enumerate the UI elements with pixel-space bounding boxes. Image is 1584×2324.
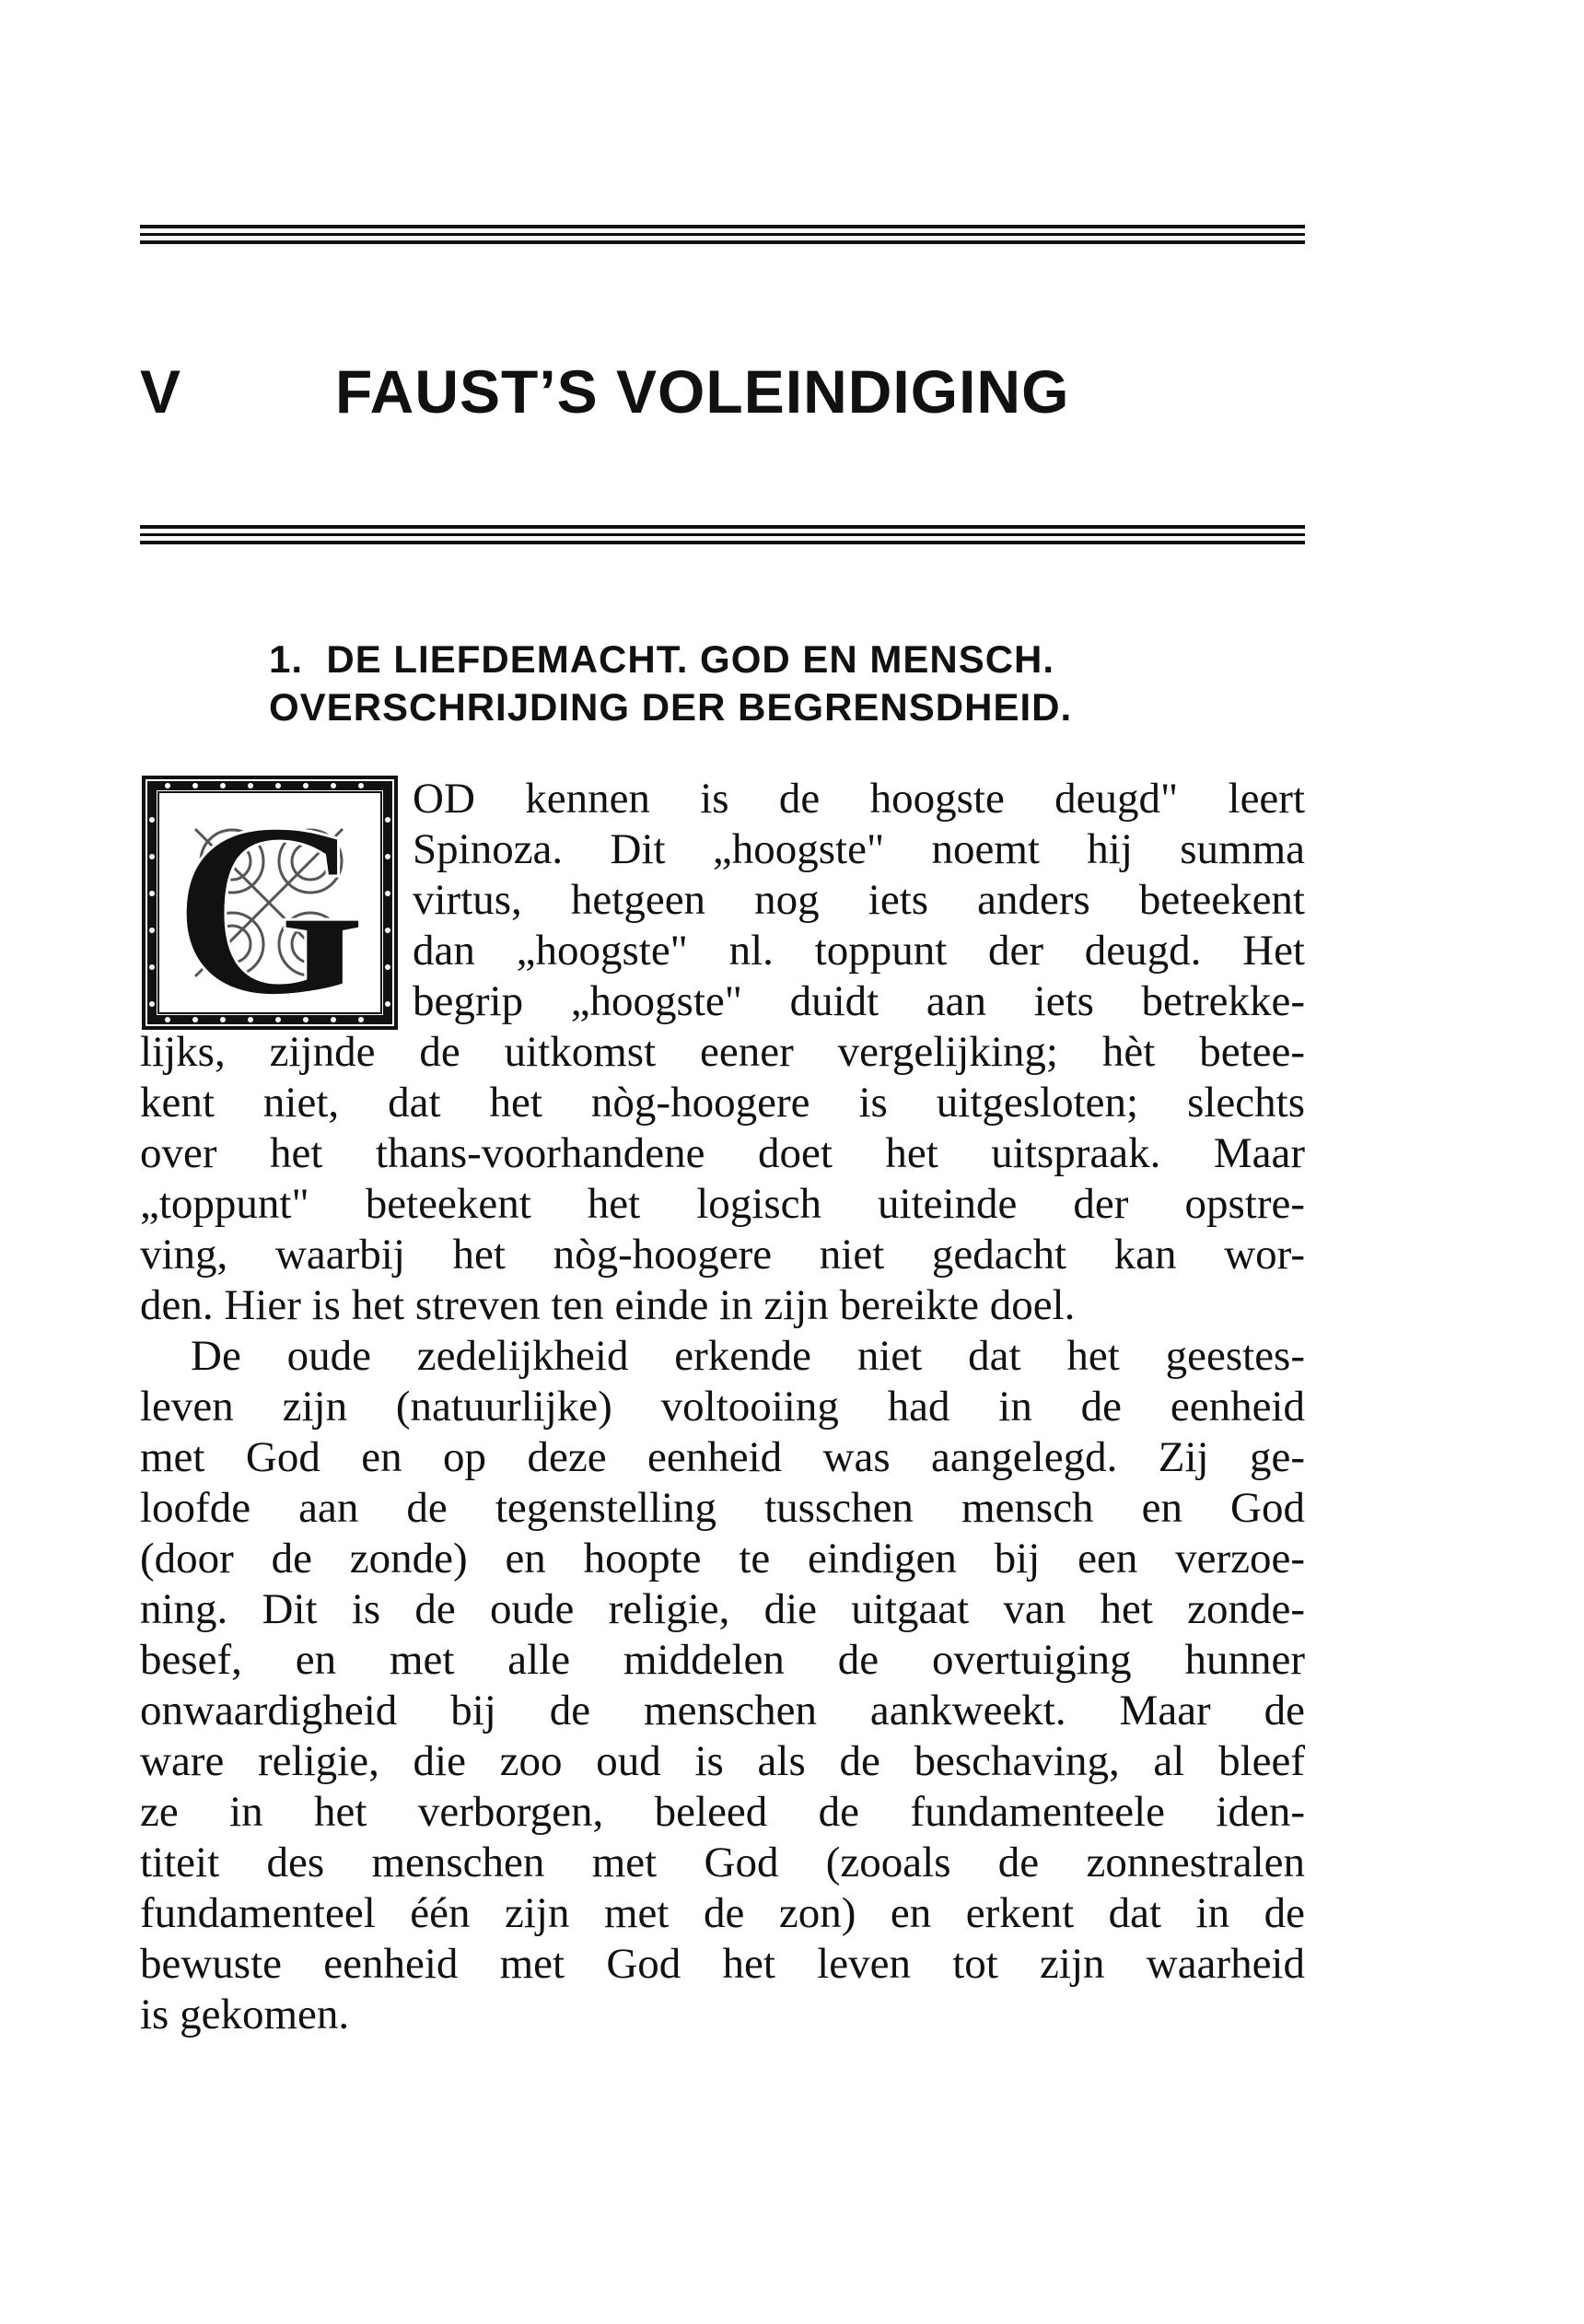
top-triple-rule	[140, 225, 1305, 244]
text-line: met God en op deze eenheid was aangelegd. Zij ge-	[140, 1433, 1305, 1481]
bottom-triple-rule	[140, 525, 1305, 544]
text-line: bewuste eenheid met God het leven tot zijn waarheid	[140, 1940, 1305, 1988]
text-line: OD kennen is de hoogste deugd" leert	[413, 775, 1305, 823]
section-heading-line-1: 1. DE LIEFDEMACHT. GOD EN MENSCH.	[269, 637, 1055, 681]
text-line: „toppunt" beteekent het logisch uiteinde der opstre-	[140, 1180, 1305, 1228]
chapter-title: FAUST’S VOLEINDIGING	[335, 357, 1070, 426]
text-line: loofde aan de tegenstelling tusschen mensch en God	[140, 1484, 1305, 1532]
text-line: leven zijn (natuurlijke) voltooiing had in de eenheid	[140, 1383, 1305, 1431]
text-line: begrip „hoogste" duidt aan iets betrekke-	[413, 977, 1305, 1025]
text-line: (door de zonde) en hoopte te eindigen bij een verzoe-	[140, 1535, 1305, 1582]
section-heading-line-2: OVERSCHRIJDING DER BEGRENSDHEID.	[269, 685, 1073, 729]
text-line: ze in het verborgen, beleed de fundamenteele iden-	[140, 1788, 1305, 1836]
text-line: onwaardigheid bij de menschen aankweekt. Maar de	[140, 1687, 1305, 1734]
text-line: besef, en met alle middelen de overtuiging hunner	[140, 1636, 1305, 1684]
text-line: ware religie, die zoo oud is als de beschaving, al bleef	[140, 1737, 1305, 1785]
text-line: dan „hoogste" nl. toppunt der deugd. Het	[413, 927, 1305, 975]
text-line: titeit des menschen met God (zooals de zonnestralen	[140, 1839, 1305, 1886]
text-line: virtus, hetgeen nog iets anders beteekent	[413, 876, 1305, 924]
chapter-number: V	[140, 357, 182, 426]
text-line: Spinoza. Dit „hoogste" noemt hij summa	[413, 825, 1305, 873]
text-line: De oude zedelijkheid erkende niet dat het geestes-	[191, 1332, 1305, 1380]
dropcap-letter: G	[172, 774, 367, 1032]
text-line: is gekomen.	[140, 1991, 350, 2038]
body-text	[140, 774, 1305, 2040]
text-line: kent niet, dat het nòg-hoogere is uitgesloten; slechts	[140, 1079, 1305, 1127]
text-line: ning. Dit is de oude religie, die uitgaat van het zonde-	[140, 1585, 1305, 1633]
text-line: ving, waarbij het nòg-hoogere niet gedacht kan wor-	[140, 1231, 1305, 1279]
text-line: lijks, zijnde de uitkomst eener vergelijking; hèt betee-	[140, 1028, 1305, 1076]
section-heading	[269, 636, 1190, 731]
text-line: den. Hier is het streven ten einde in zijn bereikte doel.	[140, 1281, 1076, 1329]
text-line: over het thans-voorhandene doet het uitspraak. Maar	[140, 1129, 1305, 1177]
text-line: fundamenteel één zijn met de zon) en erkent dat in de	[140, 1889, 1305, 1937]
